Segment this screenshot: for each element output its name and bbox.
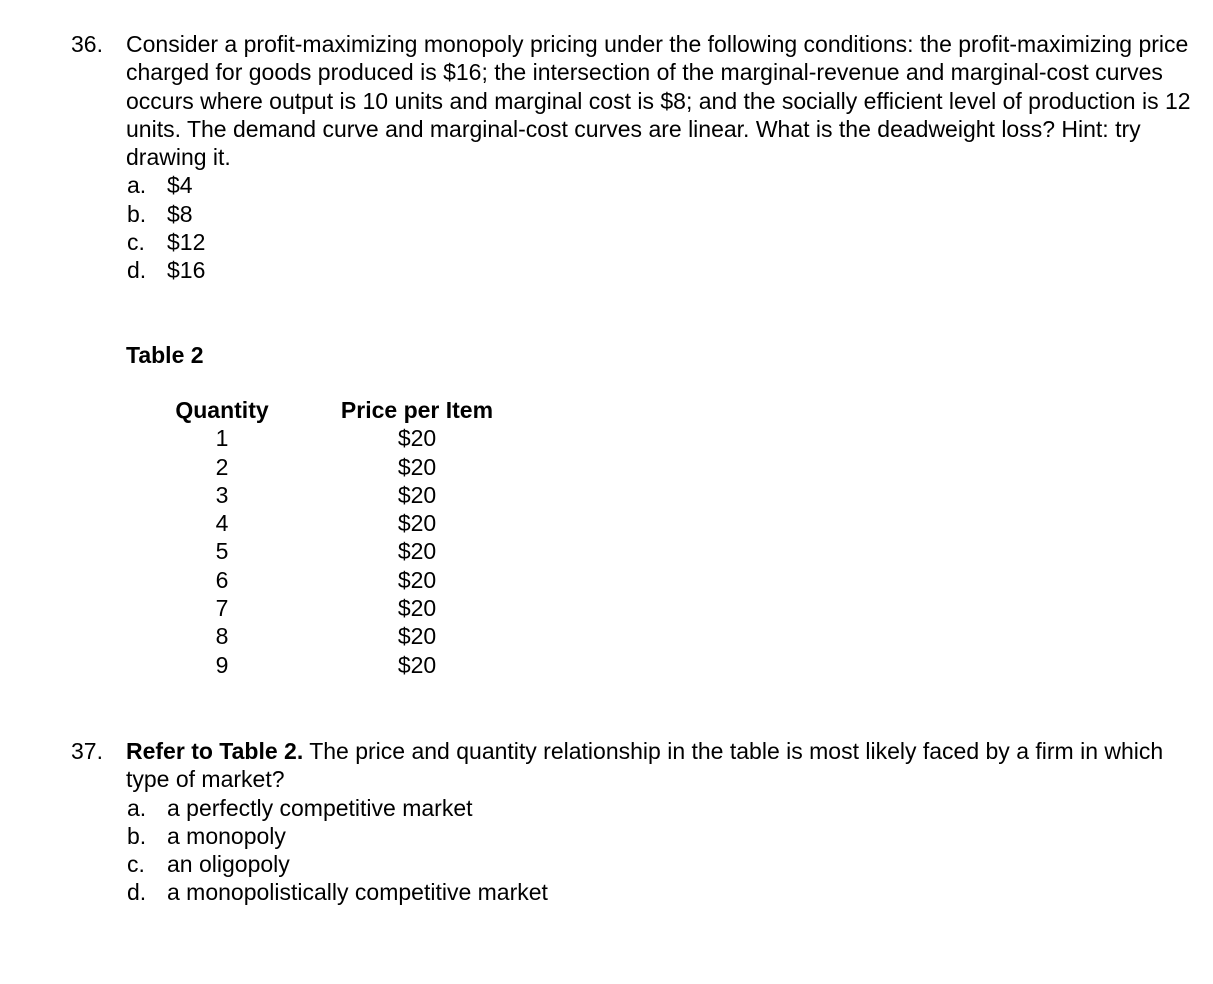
table-cell: $20	[397, 595, 437, 622]
option-d[interactable]	[127, 878, 1201, 906]
option-letter: a.	[127, 172, 147, 199]
table-cell: 9	[215, 651, 229, 678]
option-letter: b.	[127, 200, 147, 227]
option-b[interactable]	[127, 822, 1201, 850]
option-letter: b.	[127, 822, 147, 849]
question-text: The price and quantity relationship in the table is most likely faced by a firm in which type of market?	[126, 738, 1164, 793]
table-cell: $20	[397, 566, 437, 593]
answer-options	[127, 794, 1201, 907]
table-cell: 7	[215, 595, 229, 622]
table-cell: 5	[215, 538, 229, 565]
option-c[interactable]	[127, 228, 1211, 256]
option-text: an oligopoly	[167, 851, 290, 878]
table-cell: 8	[215, 623, 229, 650]
table-cell: $20	[397, 623, 437, 650]
table-title: Table 2	[126, 342, 204, 368]
option-text: $12	[167, 229, 206, 256]
option-text: $4	[167, 172, 193, 199]
table-cell: $20	[397, 453, 437, 480]
option-c[interactable]	[127, 850, 1201, 878]
table-cell: $20	[397, 538, 437, 565]
option-letter: d.	[127, 879, 147, 906]
table-cell: 6	[215, 566, 229, 593]
answer-options	[127, 171, 1211, 284]
option-a[interactable]	[127, 171, 1211, 199]
table-reference: Refer to Table 2.	[126, 738, 304, 764]
option-letter: c.	[127, 851, 145, 878]
option-letter: d.	[127, 257, 147, 284]
table-cell: 2	[215, 453, 229, 480]
table-cell: 1	[215, 425, 229, 452]
option-letter: c.	[127, 229, 145, 256]
table-cell: $20	[397, 510, 437, 537]
price-column	[327, 396, 507, 679]
table-cell: $20	[397, 651, 437, 678]
question-stem: Consider a profit-maximizing monopoly pricing under the following conditions: the profit-maximizing price charged for goods produced is $16; the intersection of the marginal-revenue and marginal-cost curves occurs where output is 10 units and marginal cost is $8; and the socially efficient level of production is 12 units. The demand curve and marginal-cost curves are linear. What is the deadweight loss? Hint: try drawing it.	[126, 31, 1191, 171]
table-cell: $20	[397, 425, 437, 452]
quantity-column	[162, 396, 282, 679]
quantity-header: Quantity	[175, 397, 269, 423]
option-text: a monopolistically competitive market	[167, 879, 548, 906]
option-text: a monopoly	[167, 822, 286, 849]
option-text: $8	[167, 200, 193, 227]
option-text: a perfectly competitive market	[167, 794, 473, 821]
question-stem	[126, 737, 1201, 794]
table-cell: 4	[215, 510, 229, 537]
table-cell: 3	[215, 481, 229, 508]
price-header: Price per Item	[340, 397, 494, 423]
question-37	[71, 737, 1201, 907]
option-text: $16	[167, 257, 206, 284]
question-number: 37.	[71, 738, 103, 764]
table-cell: $20	[397, 481, 437, 508]
question-number: 36.	[71, 31, 103, 57]
option-b[interactable]	[127, 200, 1211, 228]
option-d[interactable]	[127, 256, 1211, 284]
option-letter: a.	[127, 794, 147, 821]
question-36	[71, 30, 1211, 285]
option-a[interactable]	[127, 794, 1201, 822]
